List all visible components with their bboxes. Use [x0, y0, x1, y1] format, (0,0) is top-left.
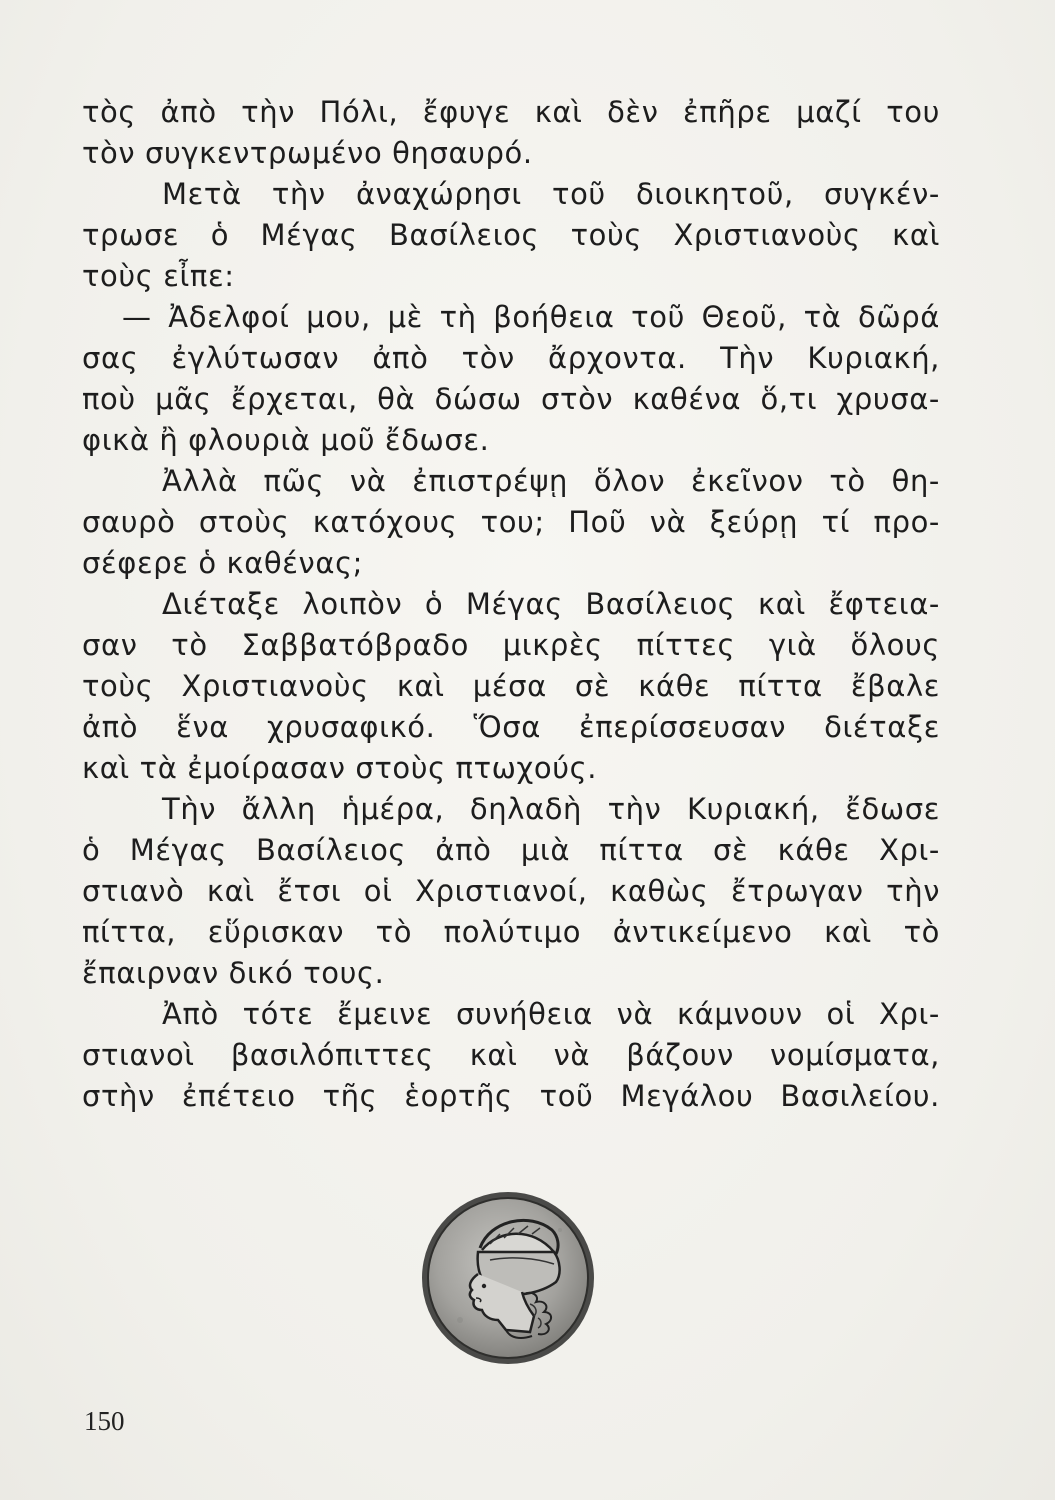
- text-line: Ἀπὸ τότε ἔμεινε συνήθεια νὰ κάμνουν οἱ Χρι-: [162, 997, 940, 1031]
- text-line: τὸς ἀπὸ τὴν Πόλι, ἔφυγε καὶ δὲν ἐπῆρε μαζί του: [82, 95, 940, 129]
- text-line: ἀπὸ ἕνα χρυσαφικό. Ὅσα ἐπερίσσευσαν διέταξε: [82, 710, 940, 744]
- text-line: στὴν ἐπέτειο τῆς ἑορτῆς τοῦ Μεγάλου Βασιλείου.: [82, 1079, 940, 1113]
- text-line: στιανὸ καὶ ἔτσι οἱ Χριστιανοί, καθὼς ἔτρωγαν τὴν: [82, 874, 940, 908]
- text-line: ἔπαιρναν δικό τους.: [82, 956, 385, 990]
- text-line: τοὺς Χριστιανοὺς καὶ μέσα σὲ κάθε πίττα ἔβαλε: [82, 669, 940, 703]
- text-line: φικὰ ἢ φλουριὰ μοῦ ἔδωσε.: [82, 423, 490, 457]
- text-line: Μετὰ τὴν ἀναχώρησι τοῦ διοικητοῦ, συγκέν-: [162, 177, 940, 211]
- text-line: Ἀλλὰ πῶς νὰ ἐπιστρέψῃ ὅλον ἐκεῖνον τὸ θη-: [162, 464, 940, 498]
- text-line: ποὺ μᾶς ἔρχεται, θὰ δώσω στὸν καθένα ὅ,τι χρυσα-: [82, 382, 940, 416]
- text-line: — Ἀδελφοί μου, μὲ τὴ βοήθεια τοῦ Θεοῦ, τὰ δῶρά: [122, 300, 940, 334]
- page-number: 150: [84, 1406, 125, 1436]
- text-line: σαυρὸ στοὺς κατόχους του; Ποῦ νὰ ξεύρῃ τί προ-: [82, 505, 940, 539]
- text-line: Διέταξε λοιπὸν ὁ Μέγας Βασίλειος καὶ ἔφτεια-: [162, 587, 940, 621]
- text-line: ὁ Μέγας Βασίλειος ἀπὸ μιὰ πίττα σὲ κάθε Χρι-: [82, 833, 940, 867]
- text-line: τρωσε ὁ Μέγας Βασίλειος τοὺς Χριστιανοὺς καὶ: [82, 218, 940, 252]
- text-line: τὸν συγκεντρωμένο θησαυρό.: [82, 136, 533, 170]
- text-line: σαν τὸ Σαββατόβραδο μικρὲς πίττες γιὰ ὅλους: [82, 628, 940, 662]
- text-line: σέφερε ὁ καθένας;: [82, 546, 364, 580]
- text-line: καὶ τὰ ἐμοίρασαν στοὺς πτωχούς.: [82, 751, 598, 785]
- text-line: στιανοὶ βασιλόπιττες καὶ νὰ βάζουν νομίσματα,: [82, 1038, 940, 1072]
- body-text: [82, 92, 940, 1117]
- text-line: Τὴν ἄλλη ἡμέρα, δηλαδὴ τὴν Κυριακή, ἔδωσε: [162, 792, 940, 826]
- text-line: τοὺς εἶπε:: [82, 259, 235, 293]
- ancient-coin-helmeted-head-icon: [420, 1190, 596, 1366]
- text-line: πίττα, εὕρισκαν τὸ πολύτιμο ἀντικείμενο καὶ τὸ: [82, 915, 940, 949]
- coin-illustration: [420, 1190, 596, 1366]
- text-line: σας ἐγλύτωσαν ἀπὸ τὸν ἄρχοντα. Τὴν Κυριακή,: [82, 341, 940, 375]
